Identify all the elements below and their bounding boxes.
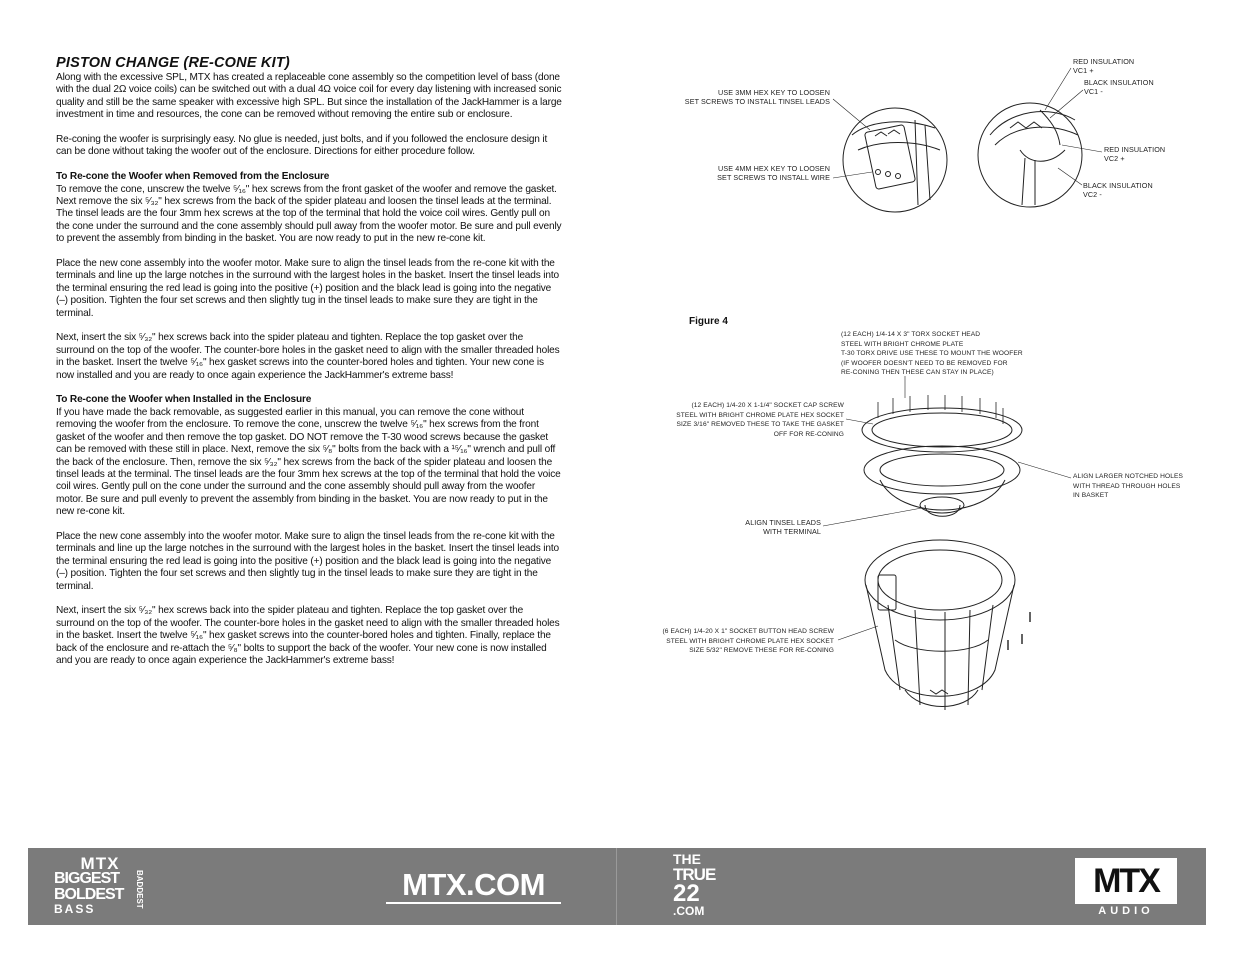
label-4mm-hex: USE 4MM HEX KEY TO LOOSEN SET SCREWS TO INSTALL WIRE xyxy=(717,164,830,183)
true22-logo: THE TRUE 22 .COM xyxy=(673,851,716,918)
footer-divider xyxy=(616,848,617,925)
page-title: PISTON CHANGE (RE-CONE KIT) xyxy=(56,55,290,71)
intro-paragraph-2: Re-coning the woofer is surprisingly easy. No glue is needed, just bolts, and if you followed the enclosure design it can be done without taking the woofer out of the enclosure. Directions for either procedure follow. xyxy=(56,134,548,158)
mtx-url-link[interactable]: MTX.COM xyxy=(386,868,561,904)
section-1-paragraph-2: Place the new cone assembly into the woofer motor. Make sure to align the tinsel leads from the re-cone kit with the terminals and line up the large notches in the surround with the largest holes in the basket. Insert the tinsel leads into the terminal ensuring the red lead is going into the positive (+) position and the black lead is going into the negative (–) position. Tighten the four set screws and then slightly tug in the tinsel leads to make sure they are tight in the terminal. xyxy=(56,258,559,319)
label-vc2-black: BLACK INSULATION VC2 - xyxy=(1083,181,1153,200)
section-1-heading: To Re-cone the Woofer when Removed from the Enclosure xyxy=(56,171,330,183)
label-align-tinsel: ALIGN TINSEL LEADS WITH TERMINAL xyxy=(745,518,821,537)
section-2-paragraph-1: If you have made the back removable, as suggested earlier in this manual, you can remove the cone without removing the woofer from the enclosure. To remove the cone, unscrew the twelve ⁵⁄₁₆" hex screws from the front gasket of the woofer and then remove the top gasket. DO NOT remove the T-30 wood screws because the gasket can be removed with these still in place. Next, remove the six ⁵⁄₈" bolts from the back with a ¹⁵⁄₁₆" wrench and pull off the back of the enclosure. Then, remove the six ⁵⁄₃₂" hex screws from the back of the spider plateau and loosen the tinsel leads at the terminal. The tinsel leads are the four 3mm hex screws at the top of the terminal that hold the voice coil wires. Gently pull on the cone under the surround and the cone assembly should pull away from the woofer motor. Be sure and pull evenly to prevent the assembly from binding in the basket. You are now ready to put in the new re-cone kit. xyxy=(56,406,561,518)
biggest-boldest-logo: MTX BIGGEST BOLDEST BADDEST BASS xyxy=(54,854,144,916)
label-button-screws: (6 EACH) 1/4-20 X 1" SOCKET BUTTON HEAD SCREW STEEL WITH BRIGHT CHROME PLATE HEX SOCKET SIZE 5/32" REMOVE THESE FOR RE-CONING xyxy=(662,628,834,654)
label-vc1-black: BLACK INSULATION VC1 - xyxy=(1084,78,1154,97)
label-3mm-hex: USE 3MM HEX KEY TO LOOSEN SET SCREWS TO INSTALL TINSEL LEADS xyxy=(684,88,830,107)
label-torx-screws: (12 EACH) 1/4-14 X 3" TORX SOCKET HEAD STEEL WITH BRIGHT CHROME PLATE T-30 TORX DRIVE USE THESE TO MOUNT THE WOOFER (IF WOOFER DOESN'T NEED TO BE REMOVED FOR RE-CONING THEN THESE CAN STAY IN PLACE) xyxy=(841,331,1023,376)
section-2-heading: To Re-cone the Woofer when Installed in the Enclosure xyxy=(56,394,312,406)
label-cap-screws: (12 EACH) 1/4-20 X 1-1/4" SOCKET CAP SCREW STEEL WITH BRIGHT CHROME PLATE HEX SOCKET SIZE 3/16" REMOVED THESE TO TAKE THE GASKET OFF FOR RE-CONING xyxy=(676,402,844,438)
figure-4-title: Figure 4 xyxy=(689,316,728,327)
section-1-paragraph-1: To remove the cone, unscrew the twelve ⁵⁄₁₆" hex screws from the front gasket of the woofer and remove the gasket. Next remove the six ⁵⁄₃₂" hex screws from the back of the spider plateau and loosen the tinsel leads at the terminal. The tinsel leads are the four 3mm hex screws at the top of the terminal that hold the voice coil wires. Gently pull on the cone under the surround and the cone assembly should pull away from the woofer motor. Be sure and pull evenly to prevent the assembly from binding in the basket. You are now ready to put in the new re-cone kit. xyxy=(56,183,562,245)
label-align-holes: ALIGN LARGER NOTCHED HOLES WITH THREAD THROUGH HOLES IN BASKET xyxy=(1073,473,1183,499)
audio-wordmark: AUDIO xyxy=(1098,905,1154,917)
mtx-audio-logo xyxy=(1075,858,1177,916)
intro-paragraph-1: Along with the excessive SPL, MTX has created a replaceable cone assembly so the competition level of bass (done with the dual 2Ω voice coils) can be switched out with a dual 4Ω voice coil for every day listening with increased sonic quality and still be the same speaker with excessive high SPL. But since the installation of the JackHammer is a large investment in time and resources, the cone can be removed without removing the entire sub or enclosure. xyxy=(56,72,562,121)
section-2-paragraph-3: Next, insert the six ⁵⁄₃₂" hex screws back into the spider plateau and tighten. Replace the top gasket over the surround on the top of the woofer. The counter-bore holes in the gasket need to align with the smaller threaded holes in the basket. Insert the twelve ⁵⁄₁₆" hex gasket screws into the counter-bored holes and tighten. Finally, replace the back of the enclosure and re-attach the ⁵⁄₈" bolts to support the back of the woofer. Your new cone is now installed and you are ready to once again experience the JackHammer's extreme bass! xyxy=(56,605,560,666)
mtx-logo-box: MTX xyxy=(1075,858,1177,904)
label-vc2-red: RED INSULATION VC2 + xyxy=(1104,145,1166,164)
section-1-paragraph-3: Next, insert the six ⁵⁄₃₂" hex screws back into the spider plateau and tighten. Replace the top gasket over the surround on the top of the woofer. The counter-bore holes in the gasket need to align with the smaller threaded holes in the basket. Insert the twelve ⁵⁄₁₆" hex gasket screws into the counter-bored holes and tighten. Your new cone is now installed and you are ready to once again experience the JackHammer's extreme bass! xyxy=(56,332,560,381)
label-vc1-red: RED INSULATION VC1 + xyxy=(1073,57,1135,76)
section-2-paragraph-2: Place the new cone assembly into the woofer motor. Make sure to align the tinsel leads from the re-cone kit with the terminals and line up the large notches in the surround with the largest holes in the basket. Insert the tinsel leads into the terminal ensuring the red lead is going into the positive (+) position and the black lead is going into the negative (–) position. Tighten the four set screws and then slightly tug in the tinsel leads to make sure they are tight in the terminal. xyxy=(56,530,559,592)
footer-band xyxy=(28,848,1206,925)
